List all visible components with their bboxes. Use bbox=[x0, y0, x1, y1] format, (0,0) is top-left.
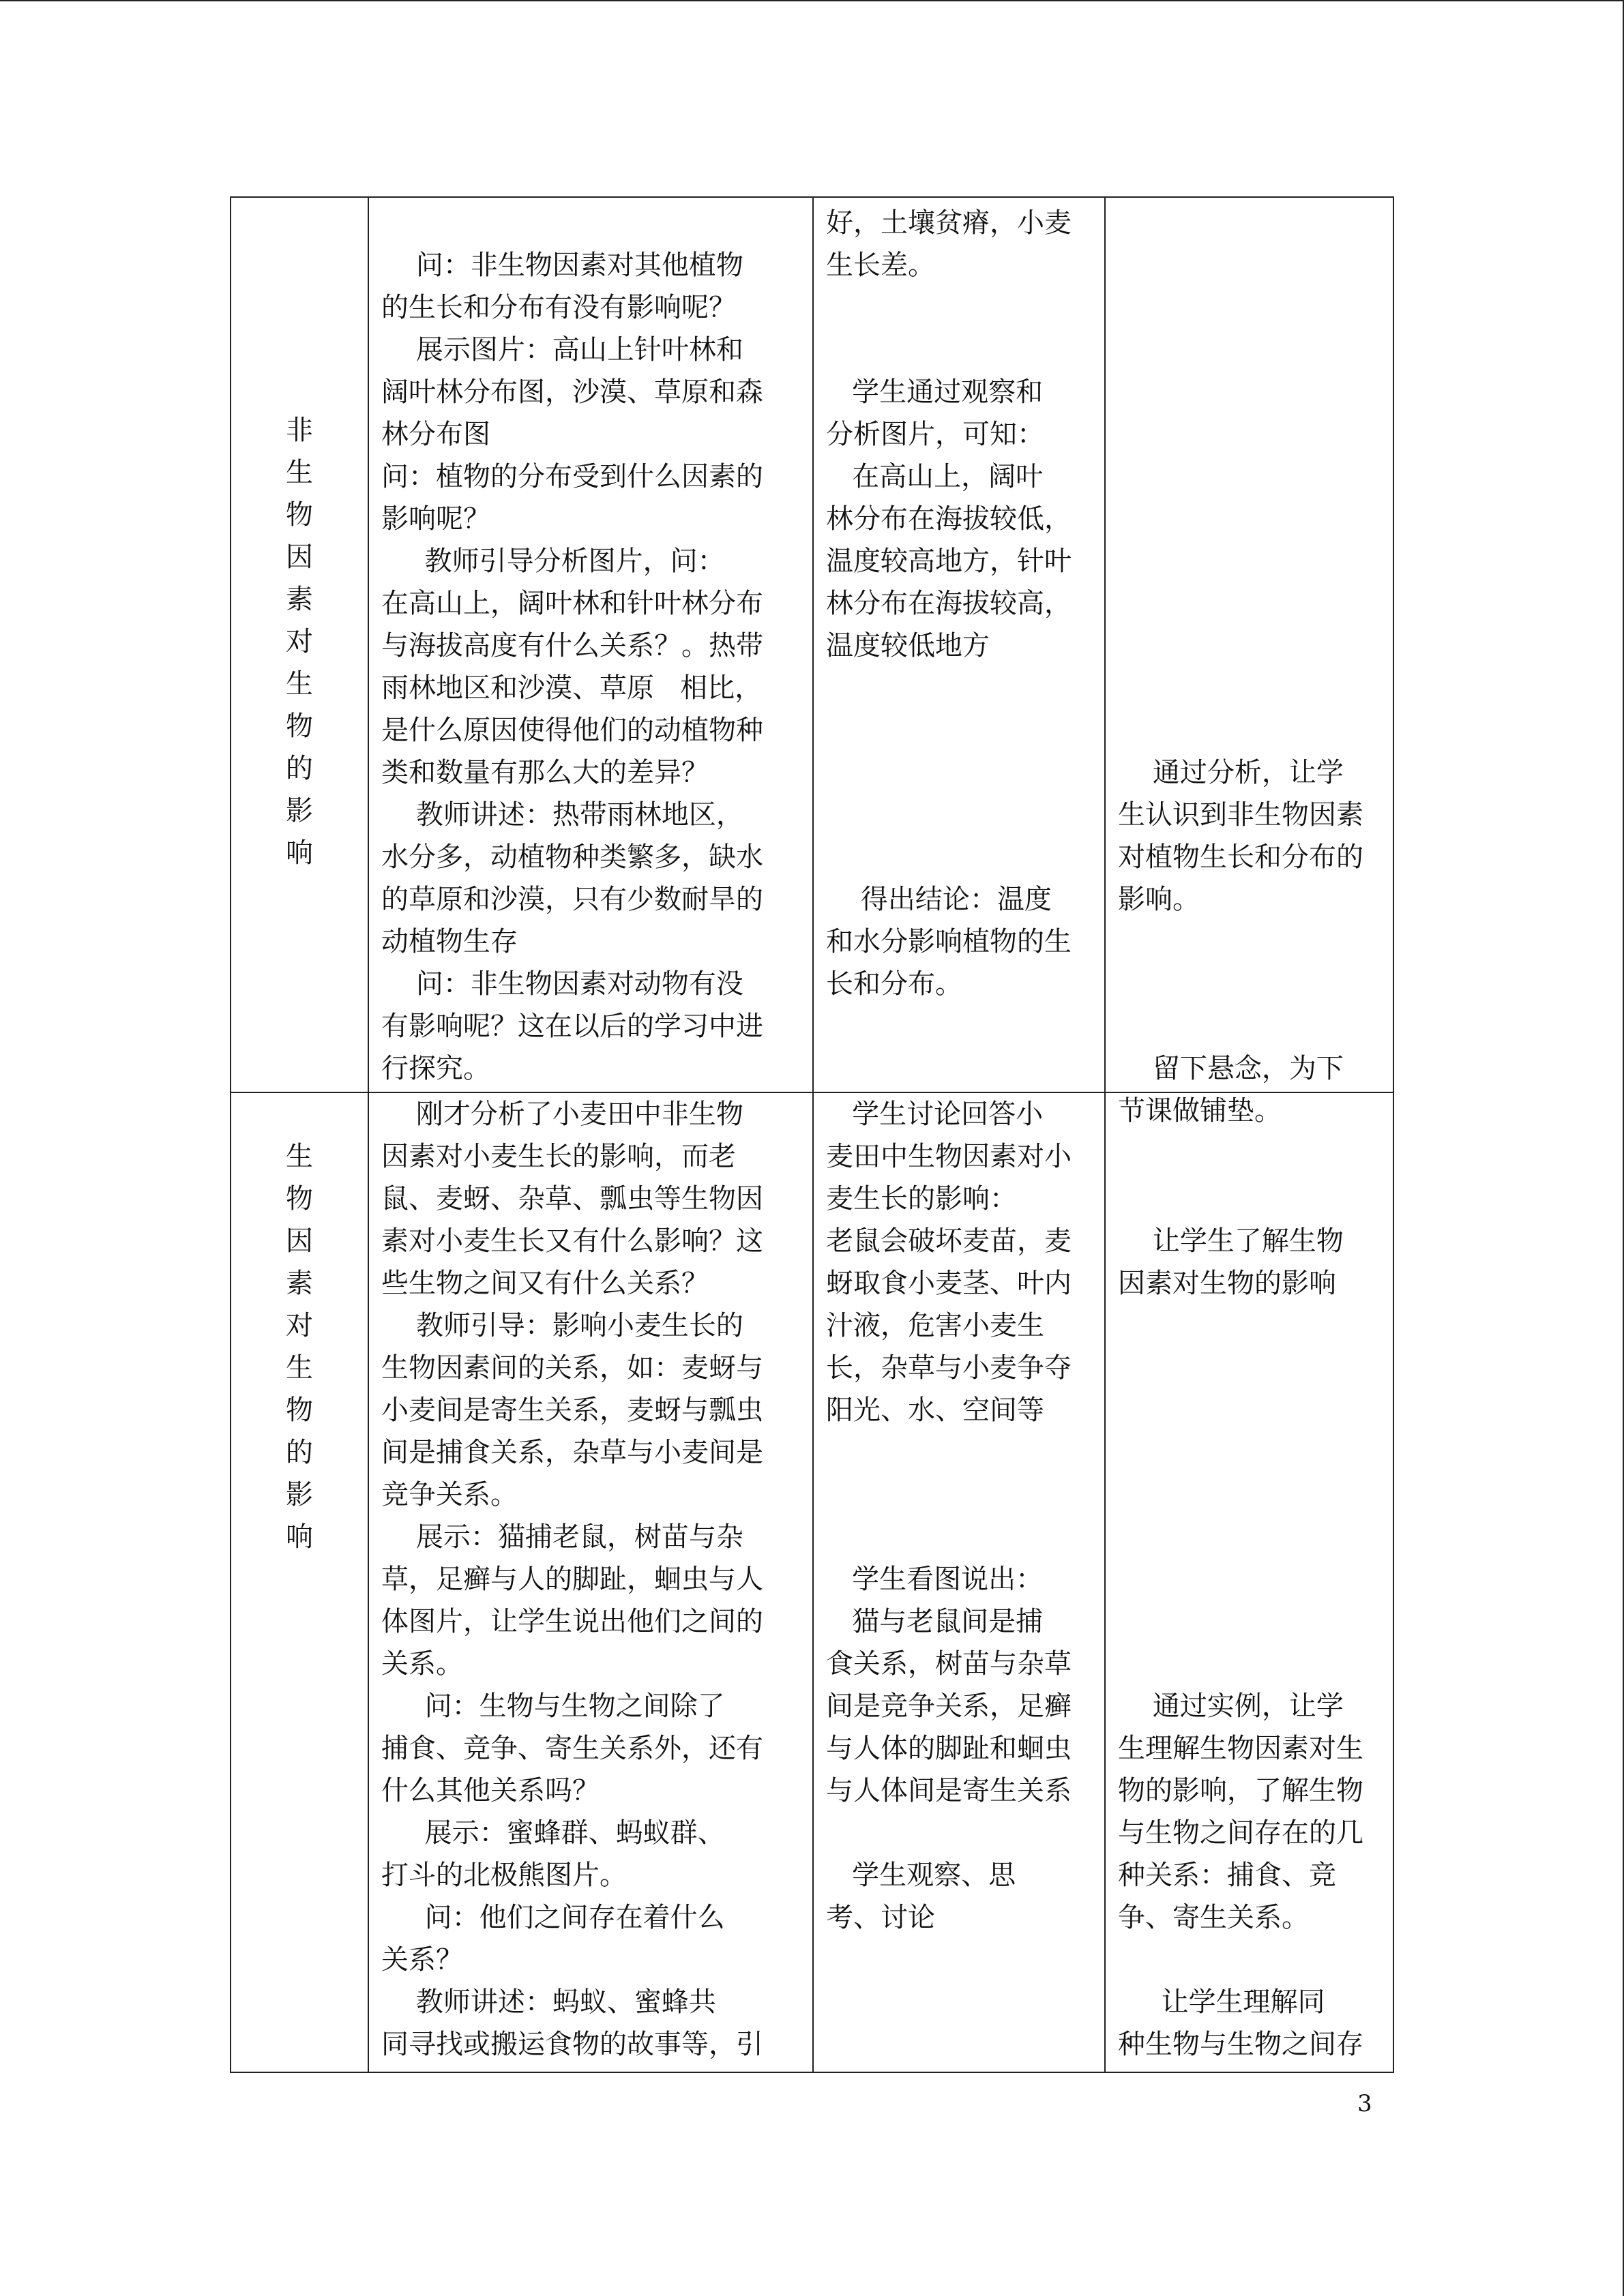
text-line: 问：非生物因素对动物有没 bbox=[381, 968, 743, 1000]
text-line: 展示：猫捕老鼠，树苗与杂 bbox=[381, 1521, 743, 1553]
text-line: 老鼠会破坏麦苗，麦 bbox=[826, 1225, 1072, 1257]
text-line: 得出结论：温度 bbox=[826, 884, 1052, 915]
topic-char: 影 bbox=[286, 795, 313, 826]
topic-char: 对 bbox=[286, 626, 313, 657]
text-line bbox=[1118, 1643, 1391, 1685]
text-line: 让学生了解生物 bbox=[1118, 1225, 1344, 1257]
topic-cell-abiotic bbox=[231, 409, 368, 874]
text-line bbox=[1118, 582, 1391, 625]
text-line bbox=[826, 667, 1099, 709]
topic-char: 非 bbox=[286, 415, 313, 446]
text-line: 水分多，动植物种类繁多，缺水 bbox=[381, 841, 763, 873]
text-line: 好，土壤贫瘠，小麦 bbox=[826, 207, 1072, 239]
text-line: 问：植物的分布受到什么因素的 bbox=[381, 461, 763, 492]
text-line bbox=[826, 751, 1099, 794]
topic-char: 素 bbox=[286, 1268, 313, 1299]
topic-char: 物 bbox=[286, 711, 313, 742]
text-line: 学生讨论回答小 bbox=[826, 1099, 1044, 1130]
text-line: 刚才分析了小麦田中非生物 bbox=[381, 1099, 743, 1130]
topic-char: 生 bbox=[286, 668, 313, 700]
text-line bbox=[1118, 1347, 1391, 1389]
topic-char: 对 bbox=[286, 1310, 313, 1341]
text-line bbox=[1118, 1474, 1391, 1516]
text-line: 鼠、麦蚜、杂草、瓢虫等生物因 bbox=[381, 1183, 763, 1214]
text-line bbox=[826, 1047, 1099, 1090]
text-line: 长，杂草与小麦争夺 bbox=[826, 1352, 1072, 1384]
text-line bbox=[826, 286, 1099, 329]
text-line: 影响呢？ bbox=[381, 503, 490, 535]
topic-char: 因 bbox=[286, 541, 313, 573]
text-line: 通过实例，让学 bbox=[1118, 1690, 1344, 1722]
text-line bbox=[826, 1431, 1099, 1474]
text-line: 行探究。 bbox=[381, 1053, 490, 1084]
text-line: 问：非生物因素对其他植物 bbox=[381, 250, 743, 281]
text-line bbox=[1118, 1558, 1391, 1600]
text-line: 的生长和分布有没有影响呢？ bbox=[381, 292, 736, 323]
text-line bbox=[826, 1812, 1099, 1854]
text-line: 生长差。 bbox=[826, 250, 935, 281]
topic-char: 生 bbox=[286, 1141, 313, 1172]
text-line: 什么其他关系吗？ bbox=[381, 1775, 600, 1806]
text-line: 影响。 bbox=[1118, 884, 1200, 915]
topic-char: 的 bbox=[286, 1437, 313, 1468]
topic-char: 生 bbox=[286, 457, 313, 488]
text-line: 林分布图 bbox=[381, 419, 490, 450]
topic-cell-biotic bbox=[231, 1135, 368, 1558]
student-activity-cell bbox=[826, 202, 1099, 1090]
text-line: 物的影响，了解生物 bbox=[1118, 1775, 1363, 1806]
topic-char: 生 bbox=[286, 1352, 313, 1384]
text-line: 蚜取食小麦茎、叶内 bbox=[826, 1268, 1072, 1299]
text-line: 与海拔高度有什么关系？。热带 bbox=[381, 630, 763, 661]
text-line: 食关系，树苗与杂草 bbox=[826, 1648, 1072, 1680]
text-line bbox=[1118, 329, 1391, 371]
text-line bbox=[826, 836, 1099, 878]
text-line: 学生观察、思 bbox=[826, 1860, 1016, 1891]
design-intent-cell bbox=[1118, 202, 1391, 1132]
text-line bbox=[1118, 1389, 1391, 1431]
text-line bbox=[1118, 540, 1391, 582]
text-line: 展示：蜜蜂群、蚂蚁群、 bbox=[381, 1817, 725, 1849]
text-line: 的草原和沙漠，只有少数耐旱的 bbox=[381, 884, 763, 915]
lesson-plan-table bbox=[230, 196, 1394, 2073]
text-line: 关系？ bbox=[381, 1944, 463, 1976]
text-line: 打斗的北极熊图片。 bbox=[381, 1860, 627, 1891]
topic-char: 因 bbox=[286, 1225, 313, 1257]
text-line: 体图片，让学生说出他们之间的 bbox=[381, 1606, 763, 1637]
text-line: 长和分布。 bbox=[826, 968, 962, 1000]
text-line: 竞争关系。 bbox=[381, 1479, 518, 1510]
teacher-activity-cell bbox=[381, 1093, 804, 2066]
text-line bbox=[381, 202, 804, 244]
text-line bbox=[826, 1005, 1099, 1047]
text-line bbox=[1118, 244, 1391, 286]
text-line bbox=[1118, 1304, 1391, 1347]
text-line: 生理解生物因素对生 bbox=[1118, 1733, 1363, 1764]
text-line bbox=[1118, 1093, 1391, 1135]
text-line: 有影响呢？这在以后的学习中进 bbox=[381, 1011, 763, 1042]
text-line bbox=[1118, 709, 1391, 751]
text-line: 间是竞争关系，足癣 bbox=[826, 1690, 1072, 1722]
text-line bbox=[1118, 921, 1391, 963]
text-line: 捕食、竞争、寄生关系外，还有 bbox=[381, 1733, 763, 1764]
text-line: 种关系：捕食、竞 bbox=[1118, 1860, 1336, 1891]
design-intent-cell bbox=[1118, 1093, 1391, 2066]
topic-char: 物 bbox=[286, 499, 313, 531]
column-divider bbox=[812, 198, 814, 2072]
text-line bbox=[1118, 1516, 1391, 1558]
text-line: 节课做铺垫。 bbox=[1118, 1095, 1282, 1127]
text-line: 问：他们之间存在着什么 bbox=[381, 1902, 725, 1933]
text-line: 对植物生长和分布的 bbox=[1118, 841, 1363, 873]
text-line: 争、寄生关系。 bbox=[1118, 1902, 1309, 1933]
text-line: 教师讲述：热带雨林地区， bbox=[381, 799, 743, 831]
text-line: 和水分影响植物的生 bbox=[826, 926, 1072, 957]
text-line: 动植物生存 bbox=[381, 926, 518, 957]
page-number: 3 bbox=[1357, 2090, 1372, 2117]
topic-char: 的 bbox=[286, 753, 313, 784]
text-line: 小麦间是寄生关系，麦蚜与瓢虫 bbox=[381, 1395, 763, 1426]
text-line bbox=[826, 1474, 1099, 1516]
text-line: 温度较高地方，针叶 bbox=[826, 546, 1072, 577]
text-line: 生物因素间的关系，如：麦蚜与 bbox=[381, 1352, 763, 1384]
text-line: 类和数量有那么大的差异？ bbox=[381, 757, 709, 788]
text-line: 素对小麦生长又有什么影响？这 bbox=[381, 1225, 763, 1257]
text-line: 林分布在海拔较低， bbox=[826, 503, 1072, 535]
text-line bbox=[1118, 371, 1391, 413]
text-line bbox=[826, 329, 1099, 371]
text-line: 麦生长的影响： bbox=[826, 1183, 1017, 1214]
topic-char: 物 bbox=[286, 1395, 313, 1426]
text-line: 猫与老鼠间是捕 bbox=[826, 1606, 1044, 1637]
text-line: 同寻找或搬运食物的故事等，引 bbox=[381, 2029, 763, 2060]
text-line: 学生看图说出： bbox=[826, 1564, 1044, 1595]
text-line: 让学生理解同 bbox=[1118, 1986, 1325, 2018]
text-line: 汁液，危害小麦生 bbox=[826, 1310, 1044, 1341]
teacher-activity-cell bbox=[381, 202, 804, 1090]
text-line: 在高山上，阔叶林和针叶林分布 bbox=[381, 588, 763, 619]
text-line bbox=[826, 709, 1099, 751]
text-line bbox=[1118, 413, 1391, 456]
text-line: 与生物之间存在的几 bbox=[1118, 1817, 1363, 1849]
topic-char: 响 bbox=[286, 837, 313, 869]
page-edge-top bbox=[0, 0, 1624, 1]
text-line: 些生物之间又有什么关系？ bbox=[381, 1268, 709, 1299]
text-line: 因素对小麦生长的影响，而老 bbox=[381, 1141, 736, 1172]
topic-char: 影 bbox=[286, 1479, 313, 1510]
text-line bbox=[1118, 1431, 1391, 1474]
text-line bbox=[1118, 1600, 1391, 1643]
text-line: 展示图片：高山上针叶林和 bbox=[381, 334, 743, 366]
text-line bbox=[1118, 1178, 1391, 1220]
column-divider bbox=[368, 198, 369, 2072]
text-line: 通过分析，让学 bbox=[1118, 757, 1344, 788]
text-line: 教师引导：影响小麦生长的 bbox=[381, 1310, 743, 1341]
text-line bbox=[826, 794, 1099, 836]
text-line: 间是捕食关系，杂草与小麦间是 bbox=[381, 1437, 763, 1468]
text-line: 因素对生物的影响 bbox=[1118, 1268, 1336, 1299]
text-line: 学生通过观察和 bbox=[826, 376, 1044, 408]
text-line bbox=[1118, 202, 1391, 244]
text-line bbox=[1118, 1135, 1391, 1178]
text-line bbox=[1118, 456, 1391, 498]
text-line: 生认识到非生物因素 bbox=[1118, 799, 1363, 831]
text-line: 与人体的脚趾和蛔虫 bbox=[826, 1733, 1072, 1764]
text-line: 温度较低地方 bbox=[826, 630, 990, 661]
text-line bbox=[1118, 667, 1391, 709]
text-line bbox=[1118, 963, 1391, 1005]
text-line: 教师讲述：蚂蚁、蜜蜂共 bbox=[381, 1986, 716, 2018]
text-line: 在高山上，阔叶 bbox=[826, 461, 1044, 492]
topic-char: 响 bbox=[286, 1521, 313, 1553]
column-divider bbox=[1104, 198, 1106, 2072]
text-line bbox=[1118, 625, 1391, 667]
text-line: 教师引导分析图片，问： bbox=[381, 546, 725, 577]
text-line: 关系。 bbox=[381, 1648, 463, 1680]
text-line: 麦田中生物因素对小 bbox=[826, 1141, 1072, 1172]
text-line: 留下悬念，为下 bbox=[1118, 1053, 1344, 1084]
text-line: 分析图片，可知： bbox=[826, 419, 1044, 450]
text-line bbox=[826, 1516, 1099, 1558]
student-activity-cell bbox=[826, 1093, 1099, 1939]
text-line: 与人体间是寄生关系 bbox=[826, 1775, 1072, 1806]
text-line: 阳光、水、空间等 bbox=[826, 1395, 1044, 1426]
text-line: 问：生物与生物之间除了 bbox=[381, 1690, 725, 1722]
text-line: 阔叶林分布图，沙漠、草原和森 bbox=[381, 376, 763, 408]
text-line bbox=[1118, 1939, 1391, 1981]
text-line bbox=[1118, 1005, 1391, 1047]
text-line: 种生物与生物之间存 bbox=[1118, 2029, 1363, 2060]
topic-char: 素 bbox=[286, 584, 313, 615]
text-line: 是什么原因使得他们的动植物种 bbox=[381, 715, 763, 746]
text-line: 草，足癣与人的脚趾，蛔虫与人 bbox=[381, 1564, 763, 1595]
text-line bbox=[1118, 498, 1391, 540]
text-line: 雨林地区和沙漠、草原 相比， bbox=[381, 672, 763, 704]
text-line: 林分布在海拔较高， bbox=[826, 588, 1072, 619]
topic-char: 物 bbox=[286, 1183, 313, 1214]
text-line: 考、讨论 bbox=[826, 1902, 935, 1933]
text-line bbox=[1118, 286, 1391, 329]
